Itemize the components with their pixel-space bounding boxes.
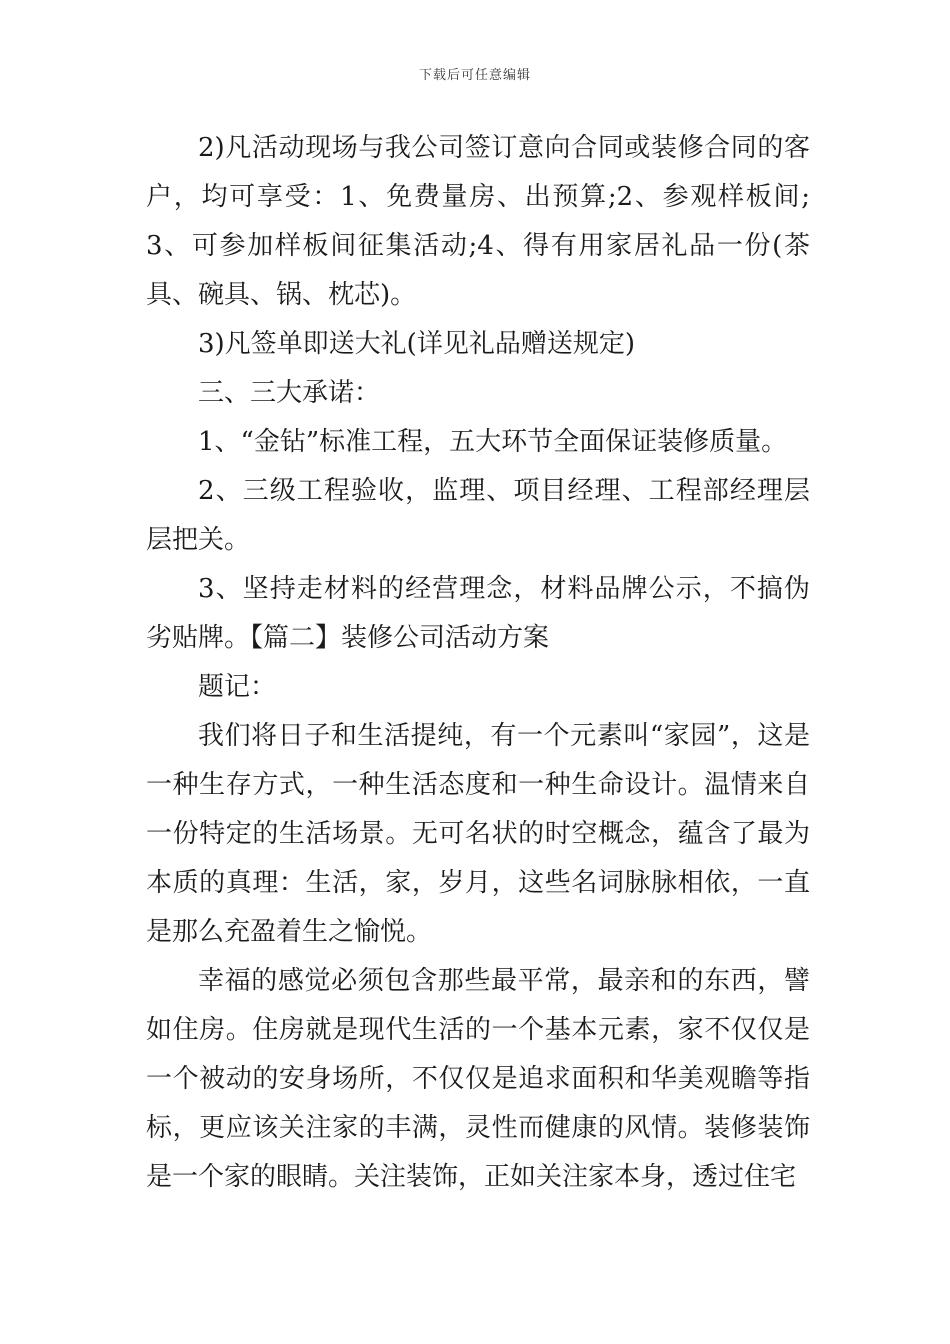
paragraph-promise-3: 3、坚持走材料的经营理念，材料品牌公示，不搞伪劣贴牌。【篇二】装修公司活动方案 [146,574,810,653]
paragraph-offer-2: 2)凡活动现场与我公司签订意向合同或装修合同的客户，均可享受：1、免费量房、出预算;2、参观样板间;3、可参加样板间征集活动;4、得有用家居礼品一份(茶具、碗具、锅、枕芯)。 [146,133,810,310]
paragraph-promise-1: 1、“金钻”标准工程，五大环节全面保证装修质量。 [198,427,788,457]
paragraph-offer-3: 3)凡签单即送大礼(详见礼品赠送规定) [198,329,635,359]
page-header: 下载后可任意编辑 [418,68,531,83]
section-heading-promises: 三、三大承诺： [198,378,381,408]
paragraph-promise-2: 2、三级工程验收，监理、项目经理、工程部经理层层把关。 [146,476,810,555]
paragraph-epigraph-heading: 题记： [198,672,277,702]
paragraph-happiness: 幸福的感觉必须包含那些最平常，最亲和的东西，譬如住房。住房就是现代生活的一个基本元素，家不仅仅是一个被动的安身场所，不仅仅是追求面积和华美观瞻等指标，更应该关注家的丰满，灵性而健康的风情。装修装饰是一个家的眼睛。关注装饰，正如关注家本身，透过住宅 [146,966,810,1192]
paragraph-epigraph-body: 我们将日子和生活提纯，有一个元素叫“家园”，这是一种生存方式，一种生活态度和一种生命设计。温情来自一份特定的生活场景。无可名状的时空概念，蕴含了最为本质的真理：生活，家，岁月，这些名词脉脉相依，一直是那么充盈着生之愉悦。 [146,721,810,947]
document-body [146,124,810,1202]
